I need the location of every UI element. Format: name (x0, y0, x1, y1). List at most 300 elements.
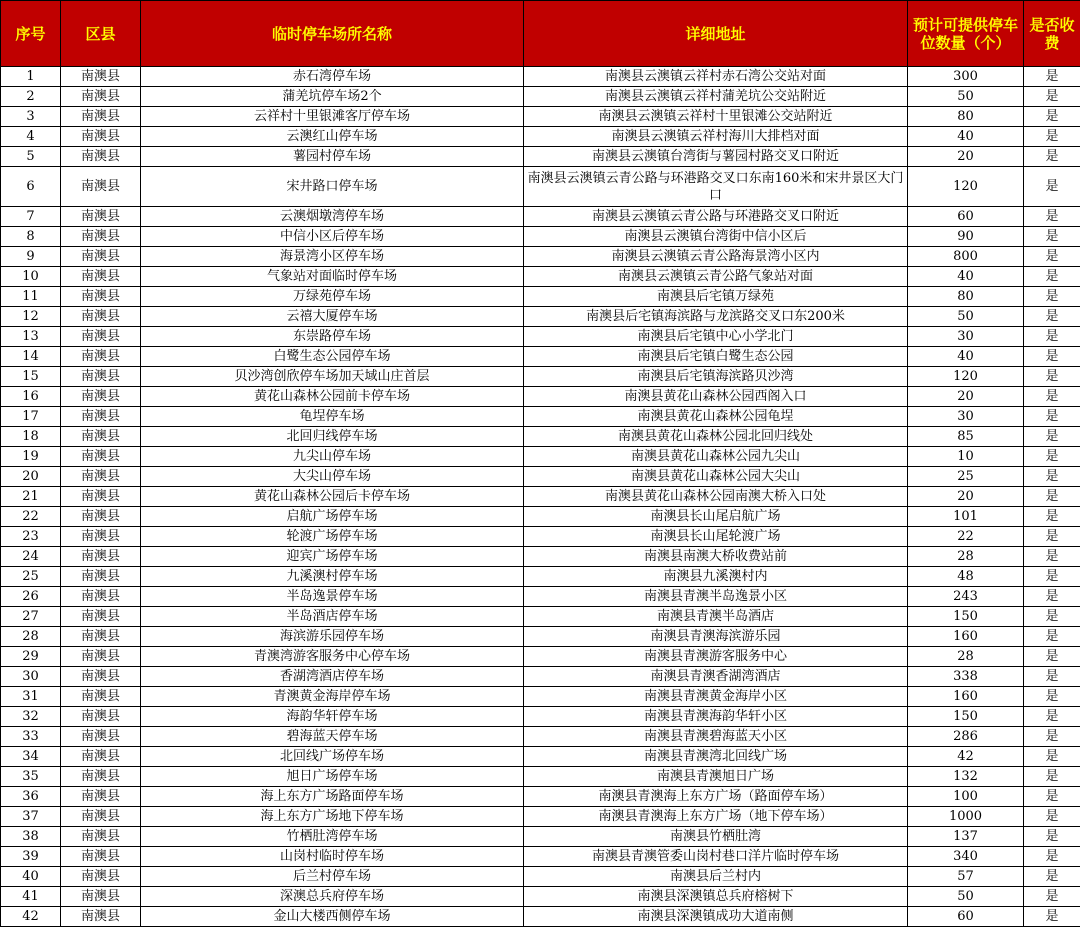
cell-name: 海景湾小区停车场 (141, 247, 524, 267)
cell-fee: 是 (1024, 767, 1080, 787)
cell-address: 南澳县云澳镇云青公路海景湾小区内 (524, 247, 908, 267)
cell-fee: 是 (1024, 427, 1080, 447)
table-row (1, 587, 1080, 607)
table-row (1, 827, 1080, 847)
cell-spaces: 80 (908, 107, 1024, 127)
cell-spaces: 120 (908, 167, 1024, 207)
cell-name: 贝沙湾创欣停车场加天域山庄首层 (141, 367, 524, 387)
cell-name: 大尖山停车场 (141, 467, 524, 487)
cell-fee: 是 (1024, 227, 1080, 247)
cell-spaces: 137 (908, 827, 1024, 847)
cell-address: 南澳县后宅镇海滨路与龙滨路交叉口东200米 (524, 307, 908, 327)
table-row (1, 647, 1080, 667)
cell-address: 南澳县青澳海韵华轩小区 (524, 707, 908, 727)
cell-seq: 2 (1, 87, 61, 107)
cell-fee: 是 (1024, 207, 1080, 227)
cell-fee: 是 (1024, 407, 1080, 427)
table-row (1, 767, 1080, 787)
table-row (1, 847, 1080, 867)
header-address: 详细地址 (524, 1, 908, 67)
cell-seq: 22 (1, 507, 61, 527)
table-row (1, 347, 1080, 367)
cell-seq: 9 (1, 247, 61, 267)
cell-name: 海韵华轩停车场 (141, 707, 524, 727)
cell-fee: 是 (1024, 107, 1080, 127)
table-row (1, 407, 1080, 427)
cell-spaces: 150 (908, 607, 1024, 627)
cell-county: 南澳县 (61, 307, 141, 327)
cell-name: 轮渡广场停车场 (141, 527, 524, 547)
cell-fee: 是 (1024, 567, 1080, 587)
cell-spaces: 48 (908, 567, 1024, 587)
header-county: 区县 (61, 1, 141, 67)
cell-spaces: 60 (908, 907, 1024, 927)
cell-county: 南澳县 (61, 747, 141, 767)
header-name: 临时停车场所名称 (141, 1, 524, 67)
table-row (1, 247, 1080, 267)
cell-seq: 33 (1, 727, 61, 747)
table-body (1, 67, 1080, 927)
cell-seq: 14 (1, 347, 61, 367)
cell-spaces: 20 (908, 147, 1024, 167)
cell-county: 南澳县 (61, 227, 141, 247)
cell-fee: 是 (1024, 807, 1080, 827)
cell-address: 南澳县黄花山森林公园九尖山 (524, 447, 908, 467)
cell-spaces: 800 (908, 247, 1024, 267)
cell-spaces: 50 (908, 307, 1024, 327)
cell-spaces: 50 (908, 887, 1024, 907)
cell-spaces: 243 (908, 587, 1024, 607)
cell-address: 南澳县竹栖肚湾 (524, 827, 908, 847)
cell-name: 云禧大厦停车场 (141, 307, 524, 327)
cell-county: 南澳县 (61, 367, 141, 387)
cell-seq: 36 (1, 787, 61, 807)
cell-name: 山岗村临时停车场 (141, 847, 524, 867)
cell-county: 南澳县 (61, 867, 141, 887)
cell-spaces: 150 (908, 707, 1024, 727)
cell-address: 南澳县青澳旭日广场 (524, 767, 908, 787)
cell-spaces: 30 (908, 327, 1024, 347)
table-row (1, 567, 1080, 587)
cell-fee: 是 (1024, 607, 1080, 627)
cell-seq: 13 (1, 327, 61, 347)
table-row (1, 287, 1080, 307)
cell-name: 中信小区后停车场 (141, 227, 524, 247)
cell-spaces: 28 (908, 547, 1024, 567)
cell-name: 竹栖肚湾停车场 (141, 827, 524, 847)
cell-county: 南澳县 (61, 667, 141, 687)
cell-fee: 是 (1024, 847, 1080, 867)
cell-seq: 7 (1, 207, 61, 227)
cell-address: 南澳县青澳海滨游乐园 (524, 627, 908, 647)
cell-spaces: 20 (908, 487, 1024, 507)
cell-seq: 6 (1, 167, 61, 207)
table-row (1, 427, 1080, 447)
cell-address: 南澳县长山尾启航广场 (524, 507, 908, 527)
cell-address: 南澳县后宅镇白鹭生态公园 (524, 347, 908, 367)
table-row (1, 307, 1080, 327)
cell-seq: 4 (1, 127, 61, 147)
cell-seq: 12 (1, 307, 61, 327)
cell-seq: 15 (1, 367, 61, 387)
cell-address: 南澳县云澳镇台湾街中信小区后 (524, 227, 908, 247)
table-row (1, 727, 1080, 747)
cell-county: 南澳县 (61, 167, 141, 207)
cell-address: 南澳县长山尾轮渡广场 (524, 527, 908, 547)
cell-name: 金山大楼西侧停车场 (141, 907, 524, 927)
cell-fee: 是 (1024, 67, 1080, 87)
table-row (1, 227, 1080, 247)
cell-name: 青澳湾游客服务中心停车场 (141, 647, 524, 667)
cell-spaces: 20 (908, 387, 1024, 407)
cell-seq: 42 (1, 907, 61, 927)
cell-fee: 是 (1024, 727, 1080, 747)
cell-address: 南澳县青澳半岛逸景小区 (524, 587, 908, 607)
cell-fee: 是 (1024, 327, 1080, 347)
cell-name: 万绿苑停车场 (141, 287, 524, 307)
cell-seq: 26 (1, 587, 61, 607)
cell-address: 南澳县黄花山森林公园大尖山 (524, 467, 908, 487)
cell-fee: 是 (1024, 167, 1080, 207)
cell-name: 深澳总兵府停车场 (141, 887, 524, 907)
cell-county: 南澳县 (61, 827, 141, 847)
table-row (1, 807, 1080, 827)
cell-address: 南澳县青澳半岛酒店 (524, 607, 908, 627)
cell-name: 碧海蓝天停车场 (141, 727, 524, 747)
cell-spaces: 30 (908, 407, 1024, 427)
cell-county: 南澳县 (61, 127, 141, 147)
cell-county: 南澳县 (61, 607, 141, 627)
cell-spaces: 25 (908, 467, 1024, 487)
cell-address: 南澳县南澳大桥收费站前 (524, 547, 908, 567)
cell-fee: 是 (1024, 887, 1080, 907)
cell-fee: 是 (1024, 367, 1080, 387)
table-row (1, 687, 1080, 707)
cell-seq: 10 (1, 267, 61, 287)
cell-county: 南澳县 (61, 847, 141, 867)
cell-spaces: 286 (908, 727, 1024, 747)
cell-spaces: 338 (908, 667, 1024, 687)
cell-seq: 5 (1, 147, 61, 167)
cell-seq: 11 (1, 287, 61, 307)
table-row (1, 707, 1080, 727)
cell-seq: 40 (1, 867, 61, 887)
cell-seq: 1 (1, 67, 61, 87)
table-row (1, 367, 1080, 387)
cell-spaces: 42 (908, 747, 1024, 767)
cell-name: 北回归线停车场 (141, 427, 524, 447)
cell-address: 南澳县青澳香湖湾酒店 (524, 667, 908, 687)
cell-address: 南澳县云澳镇云青公路与环港路交叉口附近 (524, 207, 908, 227)
cell-seq: 28 (1, 627, 61, 647)
cell-seq: 38 (1, 827, 61, 847)
cell-address: 南澳县青澳海上东方广场（路面停车场） (524, 787, 908, 807)
cell-county: 南澳县 (61, 67, 141, 87)
table-row (1, 867, 1080, 887)
cell-name: 云澳烟墩湾停车场 (141, 207, 524, 227)
cell-name: 东崇路停车场 (141, 327, 524, 347)
cell-fee: 是 (1024, 687, 1080, 707)
cell-name: 九溪澳村停车场 (141, 567, 524, 587)
cell-fee: 是 (1024, 627, 1080, 647)
cell-county: 南澳县 (61, 627, 141, 647)
cell-fee: 是 (1024, 487, 1080, 507)
cell-fee: 是 (1024, 527, 1080, 547)
cell-spaces: 1000 (908, 807, 1024, 827)
cell-name: 香湖湾酒店停车场 (141, 667, 524, 687)
cell-county: 南澳县 (61, 767, 141, 787)
cell-fee: 是 (1024, 387, 1080, 407)
table-row (1, 67, 1080, 87)
table-row (1, 327, 1080, 347)
table-row (1, 527, 1080, 547)
cell-county: 南澳县 (61, 87, 141, 107)
cell-address: 南澳县云澳镇云祥村十里银滩公交站附近 (524, 107, 908, 127)
cell-address: 南澳县青澳游客服务中心 (524, 647, 908, 667)
cell-county: 南澳县 (61, 347, 141, 367)
cell-address: 南澳县青澳湾北回线广场 (524, 747, 908, 767)
cell-county: 南澳县 (61, 507, 141, 527)
cell-address: 南澳县云澳镇云青公路气象站对面 (524, 267, 908, 287)
cell-address: 南澳县九溪澳村内 (524, 567, 908, 587)
cell-name: 龟埕停车场 (141, 407, 524, 427)
cell-spaces: 340 (908, 847, 1024, 867)
cell-spaces: 90 (908, 227, 1024, 247)
cell-county: 南澳县 (61, 907, 141, 927)
cell-spaces: 57 (908, 867, 1024, 887)
cell-seq: 37 (1, 807, 61, 827)
cell-address: 南澳县云澳镇云祥村蒲羌坑公交站附近 (524, 87, 908, 107)
table-row (1, 167, 1080, 207)
cell-address: 南澳县云澳镇云祥村赤石湾公交站对面 (524, 67, 908, 87)
cell-seq: 19 (1, 447, 61, 467)
cell-county: 南澳县 (61, 207, 141, 227)
table-row (1, 507, 1080, 527)
cell-county: 南澳县 (61, 807, 141, 827)
cell-address: 南澳县黄花山森林公园南澳大桥入口处 (524, 487, 908, 507)
table-row (1, 87, 1080, 107)
cell-address: 南澳县黄花山森林公园西阁入口 (524, 387, 908, 407)
table-row (1, 747, 1080, 767)
table-row (1, 787, 1080, 807)
cell-spaces: 28 (908, 647, 1024, 667)
cell-fee: 是 (1024, 267, 1080, 287)
cell-fee: 是 (1024, 747, 1080, 767)
cell-county: 南澳县 (61, 567, 141, 587)
table-row (1, 127, 1080, 147)
cell-fee: 是 (1024, 547, 1080, 567)
table-row (1, 627, 1080, 647)
cell-name: 启航广场停车场 (141, 507, 524, 527)
cell-name: 白鹭生态公园停车场 (141, 347, 524, 367)
cell-seq: 30 (1, 667, 61, 687)
table-row (1, 547, 1080, 567)
cell-name: 海上东方广场地下停车场 (141, 807, 524, 827)
cell-county: 南澳县 (61, 267, 141, 287)
cell-fee: 是 (1024, 907, 1080, 927)
cell-address: 南澳县深澳镇总兵府榕树下 (524, 887, 908, 907)
cell-fee: 是 (1024, 467, 1080, 487)
cell-spaces: 160 (908, 627, 1024, 647)
cell-address: 南澳县云澳镇台湾街与薯园村路交叉口附近 (524, 147, 908, 167)
table-row (1, 887, 1080, 907)
cell-county: 南澳县 (61, 687, 141, 707)
cell-address: 南澳县后宅镇万绿苑 (524, 287, 908, 307)
cell-address: 南澳县后宅镇中心小学北门 (524, 327, 908, 347)
header-fee: 是否收费 (1024, 1, 1080, 67)
cell-fee: 是 (1024, 87, 1080, 107)
cell-fee: 是 (1024, 147, 1080, 167)
cell-address: 南澳县黄花山森林公园龟埕 (524, 407, 908, 427)
table-row (1, 147, 1080, 167)
cell-county: 南澳县 (61, 707, 141, 727)
cell-seq: 18 (1, 427, 61, 447)
cell-county: 南澳县 (61, 287, 141, 307)
cell-spaces: 60 (908, 207, 1024, 227)
cell-name: 后兰村停车场 (141, 867, 524, 887)
cell-address: 南澳县后宅镇海滨路贝沙湾 (524, 367, 908, 387)
cell-spaces: 300 (908, 67, 1024, 87)
cell-fee: 是 (1024, 127, 1080, 147)
cell-spaces: 40 (908, 267, 1024, 287)
cell-fee: 是 (1024, 247, 1080, 267)
cell-county: 南澳县 (61, 387, 141, 407)
table-row (1, 467, 1080, 487)
table-row (1, 107, 1080, 127)
cell-spaces: 160 (908, 687, 1024, 707)
table-row (1, 487, 1080, 507)
cell-name: 薯园村停车场 (141, 147, 524, 167)
cell-name: 气象站对面临时停车场 (141, 267, 524, 287)
cell-spaces: 50 (908, 87, 1024, 107)
cell-county: 南澳县 (61, 487, 141, 507)
cell-spaces: 80 (908, 287, 1024, 307)
table-row (1, 447, 1080, 467)
cell-name: 半岛逸景停车场 (141, 587, 524, 607)
cell-address: 南澳县云澳镇云青公路与环港路交叉口东南160米和宋井景区大门口 (524, 167, 908, 207)
table-row (1, 267, 1080, 287)
cell-address: 南澳县青澳碧海蓝天小区 (524, 727, 908, 747)
cell-name: 云祥村十里银滩客厅停车场 (141, 107, 524, 127)
cell-fee: 是 (1024, 787, 1080, 807)
cell-county: 南澳县 (61, 647, 141, 667)
cell-county: 南澳县 (61, 107, 141, 127)
cell-seq: 8 (1, 227, 61, 247)
cell-county: 南澳县 (61, 727, 141, 747)
cell-fee: 是 (1024, 507, 1080, 527)
cell-spaces: 40 (908, 127, 1024, 147)
cell-name: 青澳黄金海岸停车场 (141, 687, 524, 707)
cell-seq: 31 (1, 687, 61, 707)
cell-county: 南澳县 (61, 147, 141, 167)
cell-fee: 是 (1024, 867, 1080, 887)
cell-seq: 35 (1, 767, 61, 787)
header-seq: 序号 (1, 1, 61, 67)
cell-county: 南澳县 (61, 527, 141, 547)
cell-address: 南澳县云澳镇云祥村海川大排档对面 (524, 127, 908, 147)
cell-seq: 34 (1, 747, 61, 767)
cell-seq: 27 (1, 607, 61, 627)
cell-name: 赤石湾停车场 (141, 67, 524, 87)
cell-fee: 是 (1024, 827, 1080, 847)
cell-seq: 3 (1, 107, 61, 127)
cell-county: 南澳县 (61, 467, 141, 487)
cell-spaces: 85 (908, 427, 1024, 447)
cell-fee: 是 (1024, 667, 1080, 687)
cell-spaces: 132 (908, 767, 1024, 787)
cell-county: 南澳县 (61, 547, 141, 567)
cell-fee: 是 (1024, 647, 1080, 667)
cell-county: 南澳县 (61, 587, 141, 607)
cell-seq: 17 (1, 407, 61, 427)
cell-name: 半岛酒店停车场 (141, 607, 524, 627)
cell-fee: 是 (1024, 347, 1080, 367)
cell-address: 南澳县青澳黄金海岸小区 (524, 687, 908, 707)
cell-name: 海上东方广场路面停车场 (141, 787, 524, 807)
cell-seq: 21 (1, 487, 61, 507)
cell-name: 九尖山停车场 (141, 447, 524, 467)
cell-address: 南澳县后兰村内 (524, 867, 908, 887)
cell-name: 蒲羌坑停车场2个 (141, 87, 524, 107)
cell-county: 南澳县 (61, 247, 141, 267)
cell-seq: 24 (1, 547, 61, 567)
cell-seq: 41 (1, 887, 61, 907)
cell-address: 南澳县青澳管委山岗村巷口洋片临时停车场 (524, 847, 908, 867)
table-row (1, 387, 1080, 407)
table-header (1, 1, 1080, 67)
cell-name: 迎宾广场停车场 (141, 547, 524, 567)
cell-spaces: 10 (908, 447, 1024, 467)
cell-fee: 是 (1024, 287, 1080, 307)
cell-county: 南澳县 (61, 447, 141, 467)
cell-address: 南澳县深澳镇成功大道南侧 (524, 907, 908, 927)
cell-address: 南澳县青澳海上东方广场（地下停车场） (524, 807, 908, 827)
header-row (1, 1, 1080, 67)
cell-name: 云澳红山停车场 (141, 127, 524, 147)
cell-address: 南澳县黄花山森林公园北回归线处 (524, 427, 908, 447)
cell-seq: 29 (1, 647, 61, 667)
cell-name: 海滨游乐园停车场 (141, 627, 524, 647)
cell-spaces: 100 (908, 787, 1024, 807)
cell-seq: 16 (1, 387, 61, 407)
table-row (1, 607, 1080, 627)
cell-spaces: 101 (908, 507, 1024, 527)
cell-seq: 25 (1, 567, 61, 587)
cell-name: 旭日广场停车场 (141, 767, 524, 787)
cell-county: 南澳县 (61, 327, 141, 347)
header-spaces: 预计可提供停车位数量（个） (908, 1, 1024, 67)
cell-county: 南澳县 (61, 887, 141, 907)
cell-seq: 20 (1, 467, 61, 487)
table-row (1, 907, 1080, 927)
cell-spaces: 40 (908, 347, 1024, 367)
cell-fee: 是 (1024, 307, 1080, 327)
cell-seq: 39 (1, 847, 61, 867)
cell-spaces: 22 (908, 527, 1024, 547)
cell-county: 南澳县 (61, 427, 141, 447)
cell-name: 黄花山森林公园后卡停车场 (141, 487, 524, 507)
cell-county: 南澳县 (61, 787, 141, 807)
cell-fee: 是 (1024, 707, 1080, 727)
cell-fee: 是 (1024, 447, 1080, 467)
cell-spaces: 120 (908, 367, 1024, 387)
cell-name: 北回线广场停车场 (141, 747, 524, 767)
cell-seq: 23 (1, 527, 61, 547)
cell-seq: 32 (1, 707, 61, 727)
cell-name: 黄花山森林公园前卡停车场 (141, 387, 524, 407)
cell-fee: 是 (1024, 587, 1080, 607)
table-row (1, 667, 1080, 687)
